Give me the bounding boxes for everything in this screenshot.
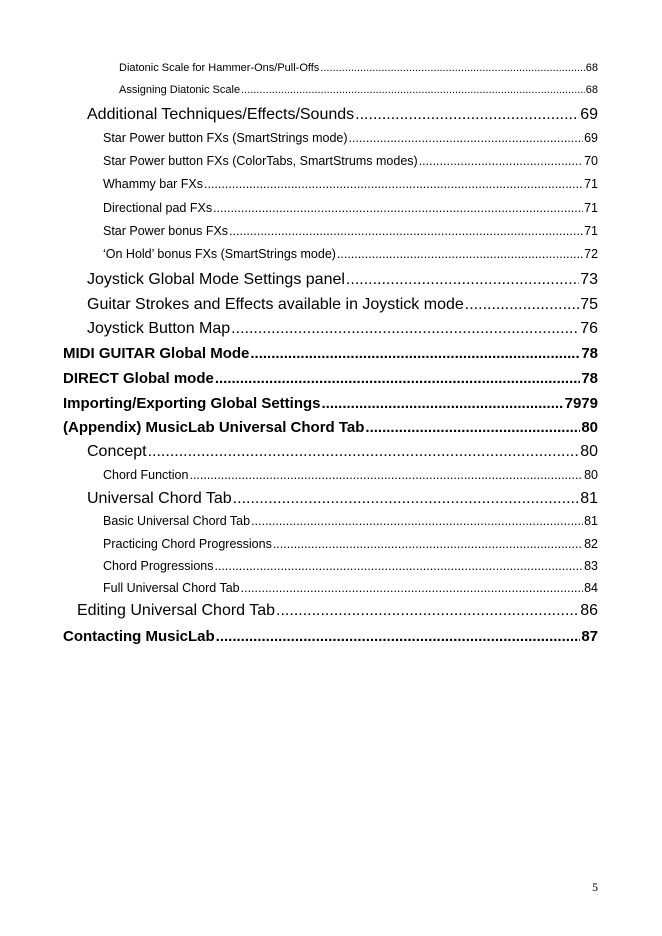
toc-leader-dots — [233, 490, 580, 508]
toc-leader-dots — [215, 370, 580, 387]
toc-entry-title: Diatonic Scale for Hammer-Ons/Pull-Offs — [119, 62, 320, 74]
toc-entry-title: Importing/Exporting Global Settings — [63, 395, 321, 412]
toc-entry-title: Additional Techniques/Effects/Sounds — [87, 106, 355, 123]
toc-entry[interactable] — [103, 537, 598, 551]
toc-entry-page: 84 — [584, 581, 598, 595]
toc-leader-dots — [273, 537, 583, 551]
toc-leader-dots — [231, 320, 579, 338]
toc-entry[interactable] — [103, 559, 598, 573]
toc-entry-title: Guitar Strokes and Effects available in Joystick mode — [87, 296, 464, 313]
toc-entry-title: Chord Function — [103, 468, 189, 482]
toc-entry-title: Basic Universal Chord Tab — [103, 514, 251, 528]
toc-entry-title: Assigning Diatonic Scale — [119, 84, 241, 96]
toc-entry-title: Concept — [87, 443, 147, 460]
toc-entry-title: Star Power bonus FXs — [103, 224, 229, 238]
toc-entry-page: 72 — [584, 247, 598, 261]
toc-entry[interactable] — [103, 177, 598, 191]
toc-entry[interactable] — [103, 224, 598, 238]
toc-entry[interactable] — [63, 419, 598, 436]
toc-leader-dots — [337, 247, 583, 261]
toc-entry-title: DIRECT Global mode — [63, 370, 214, 387]
toc-entry-page: 87 — [581, 628, 598, 645]
toc-entry-page: 78 — [581, 345, 598, 362]
toc-entry-page: 80 — [580, 443, 598, 460]
toc-entry[interactable] — [87, 296, 598, 314]
toc-entry-title: Directional pad FXs — [103, 201, 213, 215]
toc-entry-title: Practicing Chord Progressions — [103, 537, 272, 551]
toc-leader-dots — [148, 443, 580, 461]
toc-entry-page: 81 — [580, 490, 598, 507]
toc-entry[interactable] — [119, 62, 598, 74]
toc-leader-dots — [241, 581, 583, 595]
toc-leader-dots — [214, 559, 583, 573]
toc-entry-title: Editing Universal Chord Tab — [77, 602, 276, 619]
toc-entry-title: Full Universal Chord Tab — [103, 581, 240, 595]
toc-entry[interactable] — [103, 201, 598, 215]
toc-leader-dots — [241, 84, 585, 96]
toc-entry[interactable] — [87, 443, 598, 461]
toc-entry-page: 69 — [580, 106, 598, 123]
toc-entry-title: Contacting MusicLab — [63, 628, 215, 645]
toc-entry-title: Joystick Button Map — [87, 320, 231, 337]
toc-leader-dots — [346, 271, 579, 289]
page-number: 5 — [592, 880, 598, 894]
toc-entry-page: 73 — [580, 271, 598, 288]
toc-entry[interactable] — [63, 628, 598, 645]
toc-entry[interactable] — [87, 271, 598, 289]
toc-leader-dots — [355, 106, 579, 124]
toc-entry-page: 80 — [584, 468, 598, 482]
toc-entry[interactable] — [87, 320, 598, 338]
toc-entry-page: 86 — [580, 602, 598, 619]
toc-entry[interactable] — [63, 345, 598, 362]
toc-leader-dots — [250, 345, 580, 362]
toc-entry-title: ‘On Hold’ bonus FXs (SmartStrings mode) — [103, 247, 336, 261]
toc-leader-dots — [276, 602, 579, 620]
toc-entry[interactable] — [63, 395, 598, 412]
toc-leader-dots — [216, 628, 581, 645]
toc-entry-page: 71 — [584, 177, 598, 191]
toc-entry-title: Star Power button FXs (ColorTabs, SmartStrums modes) — [103, 154, 418, 168]
toc-leader-dots — [213, 201, 583, 215]
toc-entry-page: 68 — [585, 62, 598, 74]
toc-entry[interactable] — [103, 581, 598, 595]
toc-entry-title: (Appendix) MusicLab Universal Chord Tab — [63, 419, 365, 436]
toc-entry[interactable] — [77, 602, 598, 620]
toc-entry[interactable] — [103, 154, 598, 168]
toc-entry-page: 71 — [584, 224, 598, 238]
toc-entry-page: 76 — [580, 320, 598, 337]
toc-entry[interactable] — [87, 106, 598, 124]
toc-entry-page: 82 — [584, 537, 598, 551]
toc-leader-dots — [419, 154, 583, 168]
toc-entry-page: 75 — [580, 296, 598, 313]
toc-leader-dots — [349, 131, 584, 145]
toc-entry-page: 83 — [584, 559, 598, 573]
toc-entry[interactable] — [103, 514, 598, 528]
toc-entry-title: Joystick Global Mode Settings panel — [87, 271, 345, 288]
toc-leader-dots — [322, 395, 564, 412]
toc-leader-dots — [189, 468, 583, 482]
toc-leader-dots — [465, 296, 579, 314]
toc-entry-title: MIDI GUITAR Global Mode — [63, 345, 250, 362]
toc-entry[interactable] — [103, 247, 598, 261]
toc-entry[interactable] — [103, 468, 598, 482]
toc-entry[interactable] — [119, 84, 598, 96]
toc-leader-dots — [229, 224, 583, 238]
toc-leader-dots — [251, 514, 583, 528]
toc-entry[interactable] — [87, 490, 598, 508]
toc-entry-page: 70 — [584, 154, 598, 168]
toc-entry[interactable] — [63, 370, 598, 387]
toc-entry-page: 68 — [585, 84, 598, 96]
toc-leader-dots — [320, 62, 584, 74]
toc-entry-title: Star Power button FXs (SmartStrings mode) — [103, 131, 348, 145]
toc-entry-page: 78 — [581, 370, 598, 387]
toc-entry-page: 80 — [581, 419, 598, 436]
toc-entry-title: Whammy bar FXs — [103, 177, 204, 191]
toc-entry-page: 81 — [584, 514, 598, 528]
toc-entry-page: 69 — [584, 131, 598, 145]
toc-entry[interactable] — [103, 131, 598, 145]
toc-entry-title: Universal Chord Tab — [87, 490, 232, 507]
toc-entry-page: 71 — [584, 201, 598, 215]
toc-leader-dots — [365, 419, 580, 436]
toc-leader-dots — [204, 177, 583, 191]
toc-entry-title: Chord Progressions — [103, 559, 214, 573]
toc-entry-page: 7979 — [564, 395, 598, 412]
